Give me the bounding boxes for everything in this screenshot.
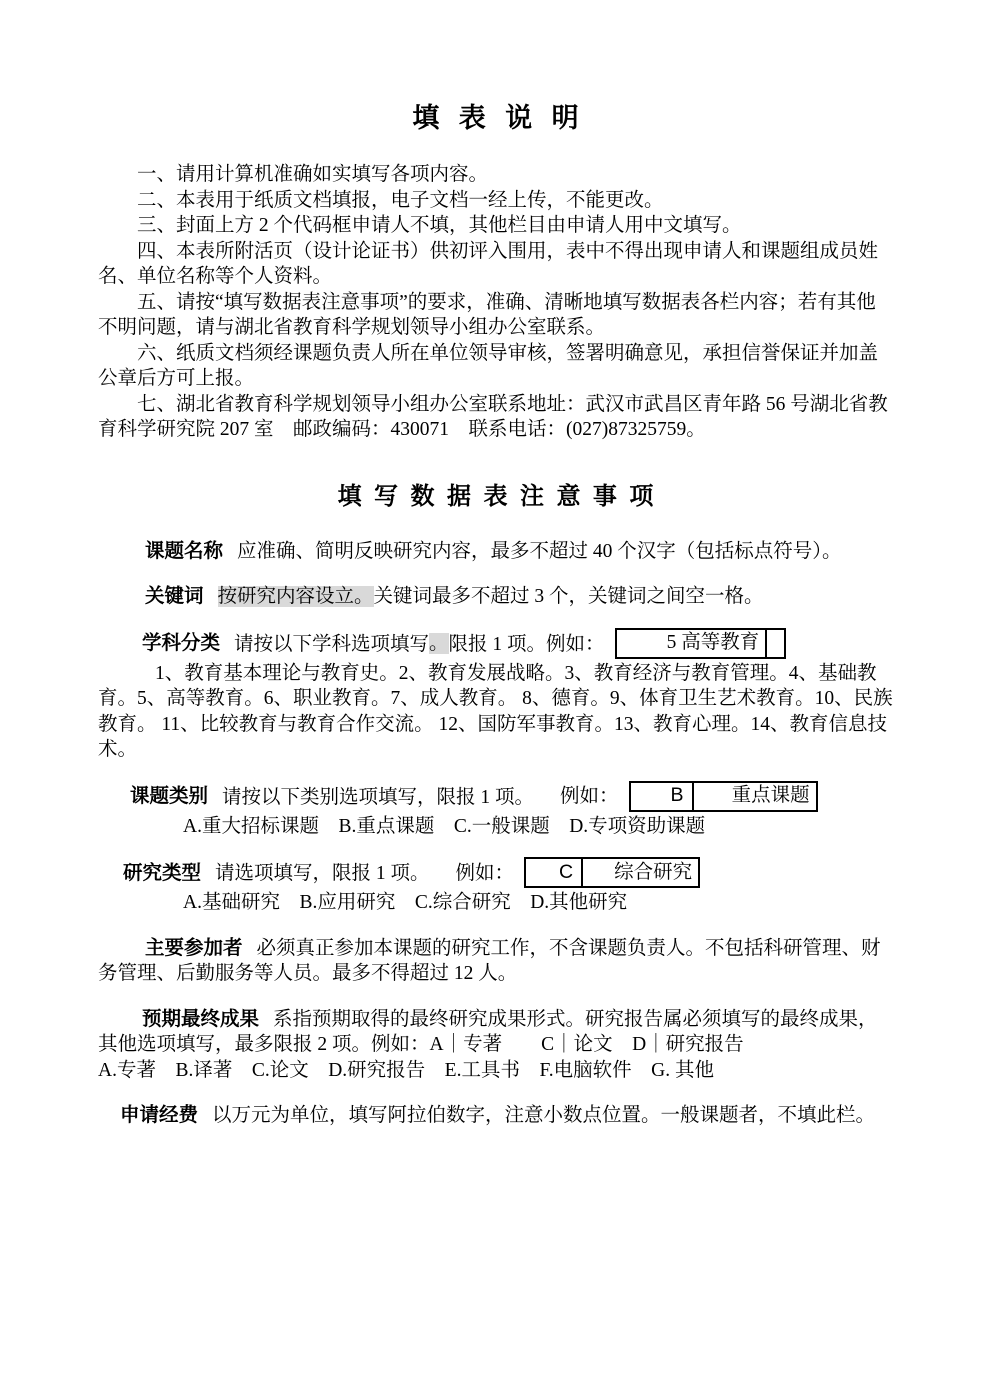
funding-label: 申请经费 [120,1104,199,1126]
discipline-highlighted-text: 。 [429,633,449,655]
section-final-results [98,1007,893,1084]
category-example-value: 重点课题 [731,785,810,807]
section-research-type [98,859,893,916]
discipline-text2: 限报 1 项。例如： [448,633,605,655]
participants-label: 主要参加者 [145,936,243,959]
research-type-example-box [524,857,700,888]
instruction-item-1: 一、请用计算机准确如实填写各项内容。 [137,164,489,185]
instruction-item-4: 四、本表所附活页（设计论证书）供初评入围用，表中不得出现申请人和课题组成员姓名、单位名称等个人资料。 [98,240,879,287]
research-type-text: 请选项填写，限报 1 项。 [215,862,430,884]
discipline-options-list: 1、教育基本理论与教育史。2、教育发展战略。3、教育经济与教育管理。4、基础教育。5、高等教育。6、职业教育。7、成人教育。 8、德育。9、体育卫生艺术教育。10、民族教育。 11、比较教育与教育合作交流。 12、国防军事教育。13、教育心理。14、教育信息技术。 [98,662,893,760]
discipline-example-code: 5 高等教育 [666,632,760,654]
research-type-label: 研究类型 [123,861,202,884]
final-results-examples: A｜专著 C｜论文 D｜研究报告 [429,1034,744,1055]
research-type-example-label: 例如： [455,862,515,884]
research-type-example-code: C [559,860,574,883]
keywords-text: 关键词最多不超过 3 个，关键词之间空一格。 [373,586,764,607]
box-divider [765,630,767,657]
category-label: 课题类别 [130,785,209,808]
keywords-label: 关键词 [145,585,204,607]
discipline-label: 学科分类 [142,632,221,655]
main-title: 填表说明 [412,103,599,133]
section-category [98,783,893,840]
final-results-label: 预期最终成果 [142,1007,260,1030]
section-funding [98,1103,893,1129]
final-results-options: A.专著 B.译著 C.论文 D.研究报告 E.工具书 F.电脑软件 G. 其他 [98,1059,714,1081]
discipline-example-box [615,628,787,659]
section-discipline [98,630,893,763]
instruction-item-7: 七、湖北省教育科学规划领导小组办公室联系地址：武汉市武昌区青年路 56 号湖北省教育科学研究院 207 室 邮政编码：430071 联系电话：(027)87325759。 [98,393,888,440]
category-options: A.重大招标课题 B.重点课题 C.一般课题 D.专项资助课题 [183,815,706,837]
instruction-item-2: 二、本表用于纸质文档填报，电子文档一经上传，不能更改。 [137,189,664,211]
funding-text: 以万元为单位，填写阿拉伯数字，注意小数点位置。一般课题者，不填此栏。 [212,1105,876,1126]
topic-name-label: 课题名称 [145,539,224,562]
instruction-item-6: 六、纸质文档须经课题负责人所在单位领导审核，签署明确意见，承担信誉保证并加盖公章后方可上报。 [98,342,879,389]
instruction-item-3: 三、封面上方 2 个代码框申请人不填，其他栏目由申请人用中文填写。 [137,215,742,236]
keywords-highlighted-text: 按研究内容设立。 [217,586,374,607]
research-type-options: A.基础研究 B.应用研究 C.综合研究 D.其他研究 [183,892,628,913]
section-participants [98,936,893,987]
final-results-text: 系指预期取得的最终研究成果形式。研究报告属必须填写的最终成果，其他选项填写，最多限报 2 项。例如： [98,1008,878,1055]
instruction-item-5: 五、请按“填写数据表注意事项”的要求，准确、清晰地填写数据表各栏内容；若有其他不明问题，请与湖北省教育科学规划领导小组办公室联系。 [98,291,876,338]
category-text: 请按以下类别选项填写，限报 1 项。 [222,786,535,808]
section-topic-name [98,539,893,565]
research-type-example-value: 综合研究 [614,861,693,883]
category-example-box [629,781,818,812]
topic-name-text: 应准确、简明反映研究内容，最多不超过 40 个汉字（包括标点符号）。 [237,540,842,562]
participants-text: 必须真正参加本课题的研究工作，不含课题负责人。不包括科研管理、财务管理、后勤服务等人员。最多不得超过 12 人。 [98,937,881,984]
category-example-code: B [670,784,684,807]
section-keywords [98,584,893,610]
category-example-label: 例如： [560,786,619,808]
discipline-text: 请按以下学科选项填写 [234,633,430,655]
notes-title: 填写数据表注意事项 [337,482,666,510]
